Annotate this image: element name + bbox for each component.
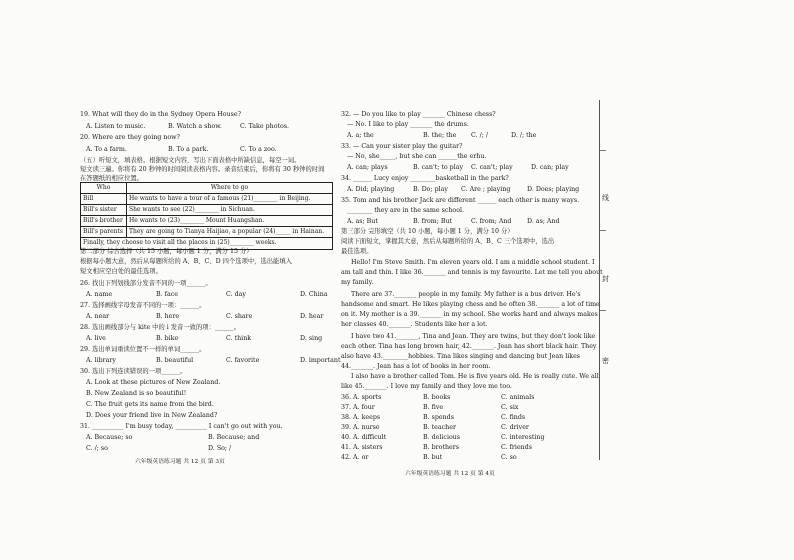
table-row (81, 205, 333, 216)
left-page-footer: 六年级英语练习题 共 12 页 第 3页 (135, 459, 225, 465)
q20-option-a: A. To a farm. (86, 146, 127, 153)
q27-option-c: C. share (226, 313, 253, 320)
q34-option-d: D. Does; playing (527, 186, 580, 193)
passage-line: I have two 41._______, Tina and Jean. They are twins, but they don't look like (351, 333, 596, 340)
table-cell-where: They are going to Tianya Haijiao, a popular (24)_____ in Hainan. (127, 227, 333, 238)
table-row (81, 216, 333, 227)
cloze-40-c: C. interesting (501, 434, 545, 441)
q27-option-a: A. near (86, 313, 110, 320)
part3-instruction-end: 最佳选项。 (341, 248, 373, 255)
listening-table (80, 182, 333, 250)
q28-option-b: B. bike (156, 335, 179, 342)
table-header-who: Who (81, 183, 127, 194)
q34-option-b: B. Do; play (413, 186, 448, 193)
cloze-36-a: 36. A. sports (341, 394, 382, 401)
q26-text: 26. 找出下列划线部分发音不同的一项______。 (80, 280, 212, 287)
q19-option-a: A. Listen to music. (86, 123, 146, 130)
q33-option-c: C. can't; play (471, 164, 513, 171)
cloze-42-a: 42. A. or (341, 454, 369, 461)
passage-line: each other. Tina has long brown hair, 42._______. Jean has short black hair. They (341, 343, 597, 350)
q33-option-d: D. can; play (531, 164, 569, 171)
table-row (81, 194, 333, 205)
passage-line: I also have a brother called Tom. He is five years old. He is really cute. We all (351, 373, 599, 380)
cloze-37-c: C. six (501, 404, 519, 411)
q30-text: 30. 选出下列连读错误的一项______。 (80, 368, 187, 375)
cloze-37-a: 37. A. four (341, 404, 375, 411)
q26-option-c: C. day (226, 291, 246, 298)
q27-text: 27. 选择画线字母发音不同的一项：______。 (80, 302, 206, 309)
q30-option-b: B. New Zealand is so beautiful! (86, 390, 187, 397)
cloze-42-c: C. so (501, 454, 517, 461)
q31-option-c: C. /; so (86, 445, 108, 452)
cloze-38-c: C. finds (501, 414, 526, 421)
cloze-36-c: C. animals (501, 394, 535, 401)
cloze-40-a: 40. A. difficult (341, 434, 387, 441)
q29-option-c: C. favorite (226, 357, 260, 364)
cloze-42-b: B. but (423, 454, 443, 461)
q33-option-a: A. can; plays (347, 164, 388, 171)
q28-option-d: D. sing (300, 335, 323, 342)
margin-label-mi: 密 (602, 357, 609, 365)
passage-line: her classes 40._______. Students like her a lot. (341, 321, 488, 328)
q20-text: 20. Where are they going now? (80, 134, 180, 141)
cloze-38-a: 38. A. keeps (341, 414, 381, 421)
q27-option-d: D. hear (300, 313, 324, 320)
q29-option-b: B. beautiful (156, 357, 194, 364)
part2-instruction-end: 短文相应空白处的最佳选项。 (80, 268, 162, 275)
q34-option-a: A. Did; playing (347, 186, 395, 193)
q26-option-a: A. name (86, 291, 113, 298)
passage-line: There are 37._______ people in my family. My father is a bus driver. He's (351, 291, 581, 298)
q30-option-a: A. Look at these pictures of New Zealand. (86, 379, 221, 386)
q28-option-a: A. live (86, 335, 106, 342)
cloze-41-c: C. friends (501, 444, 532, 451)
q32-text: 32. — Do you like to play _______ Chinese chess? (341, 111, 496, 118)
q33-text: 33. — Can your sister play the guitar? (341, 143, 463, 150)
table-row (81, 227, 333, 238)
passage-line: handsome and smart. He likes playing chess and he often 38._______ a lot of time (341, 301, 600, 308)
q26-option-d: D. China (300, 291, 328, 298)
passage-line: also have 43.________hobbies. Tina likes singing and dancing but Jean likes (341, 353, 581, 360)
q28-option-c: C. think (226, 335, 252, 342)
q32-line2: — No. I like to play _______ the drums. (347, 121, 469, 128)
margin-dash (600, 310, 606, 311)
cloze-37-b: B. five (423, 404, 444, 411)
passage-line: on it. My mother is a 39._______ in my school. She works hard and always makes (341, 311, 598, 318)
q31-option-b: B. Because; and (208, 434, 260, 441)
right-page-footer: 六年级英语练习题 共 12 页 第 4页 (405, 471, 495, 477)
q19-text: 19. What will they do in the Sydney Opera House? (80, 111, 241, 118)
cloze-38-b: B. spends (423, 414, 454, 421)
q35-text: 35. Tom and his brother Jack are different ______ each other is many ways. (341, 197, 580, 204)
table-cell-who: Bill's sister (81, 205, 127, 216)
cloze-40-b: B. delicious (423, 434, 461, 441)
table-cell-who: Bill (81, 194, 127, 205)
passage-line: Hello! I'm Steve Smith. I'm eleven years old. I am a middle school student. I (351, 259, 595, 266)
cloze-36-b: B. books (423, 394, 451, 401)
q34-option-c: C. Are ; playing (461, 186, 511, 193)
cloze-39-c: C. driver (501, 424, 529, 431)
passage-line: my family. (341, 279, 374, 286)
q34-text: 34. ______ Lucy enjoy ________basketball in the park? (341, 175, 509, 182)
table-cell-where: She wants to see (22)________ in Sichuan. (127, 205, 333, 216)
part3-title: 第三部分 完形填空（共 10 小题，每小题 1 分，满分 10 分） (341, 228, 514, 235)
q32-option-a: A. a; the (347, 132, 374, 139)
table-cell-where: He wants to have a tour of a famous (21)________ in Beijing. (127, 194, 333, 205)
passage-line: like 45._______. I love my family and they love me too. (341, 383, 512, 390)
part2-instruction: 根据每小题大意，然后从每题所给的 A、B、C、D 四个选项中，选出能填入 (80, 258, 292, 265)
q35-option-c: C. from; And (471, 218, 512, 225)
cloze-41-b: B. brothers (423, 444, 460, 451)
q35-option-b: B. from; But (413, 218, 453, 225)
q32-option-c: C. /; / (471, 132, 488, 139)
q33-line2: — No, she_____, but she can ______the erhu. (347, 153, 487, 160)
q19-option-c: C. Take photos. (240, 123, 290, 130)
margin-dash (600, 230, 606, 231)
q26-option-b: B. face (156, 291, 178, 298)
table-header-where: Where to go (127, 183, 333, 194)
q32-option-b: B. the; the (423, 132, 457, 139)
right-page (341, 110, 603, 461)
q35-option-a: A. as; But (347, 218, 378, 225)
cloze-39-a: 39. A. nurse (341, 424, 380, 431)
section5-instruction: 短文读三遍。你将有 20 秒钟的时间阅读表格内容。录音结束后，你将有 30 秒钟的时间 (80, 166, 325, 173)
q20-option-c: C. To a zoo. (240, 146, 277, 153)
q29-option-d: D. important (300, 357, 341, 364)
binding-margin-line (599, 100, 600, 460)
table-final-row: Finally, they choose to visit all the places in (25)________ weeks. (81, 238, 333, 249)
part2-title: 第二部分 综合选择（共 15 小题，每小题 1 分，满分 15 分） (80, 248, 253, 255)
q33-option-b: B. can't; to play (413, 164, 464, 171)
q28-text: 28. 选出画线部分与 kite 中的 i 发音一致的项：______。 (80, 324, 241, 331)
q19-option-b: B. Watch a show. (168, 123, 222, 130)
q30-option-d: D. Does your friend live in New Zealand? (86, 412, 218, 419)
margin-label-xian: 线 (602, 194, 609, 202)
left-page (80, 110, 380, 460)
q30-option-c: C. The fruit gets its name from the bird. (86, 401, 214, 408)
q31-option-a: A. Because; so (86, 434, 133, 441)
q35-option-d: D. as; And (527, 218, 560, 225)
table-cell-who: Bill's brother (81, 216, 127, 227)
q29-option-a: A. library (86, 357, 116, 364)
q20-option-b: B. To a park. (168, 146, 209, 153)
margin-label-feng: 封 (602, 275, 609, 283)
passage-line: am tall and thin. I like 36._______ and tennis is my favourite. Let me tell you about (341, 269, 603, 276)
passage-line: 44._______. Jean has a lot of books in her room. (341, 363, 491, 370)
section5-instruction-end: 在答题纸的相应位置。 (80, 175, 143, 182)
q31-text: 31. __________ I'm busy today, __________ I can't go out with you. (80, 423, 283, 430)
section5-title: （五）听短文，填表格。根据短文内容，写出下面表格中所缺信息，每空一词。 (80, 157, 301, 164)
q32-option-d: D. /; the (511, 132, 537, 139)
table-cell-where: He wants to (23)________ Mount Huangshan. (127, 216, 333, 227)
q35-line2: ________ they are in the same school. (347, 207, 465, 214)
q29-text: 29. 选出单词重读位置不一样的单词______。 (80, 346, 206, 353)
part3-instruction: 阅读下面短文，掌握其大意，然后从每题所给的 A、B、C 三个选项中，选出 (341, 238, 555, 245)
q31-option-d: D. So; / (208, 445, 232, 452)
q27-option-b: B. here (156, 313, 180, 320)
margin-dash (600, 150, 606, 151)
cloze-39-b: B. teacher (423, 424, 456, 431)
table-cell-who: Bill's parents (81, 227, 127, 238)
cloze-41-a: 41. A. sisters (341, 444, 383, 451)
